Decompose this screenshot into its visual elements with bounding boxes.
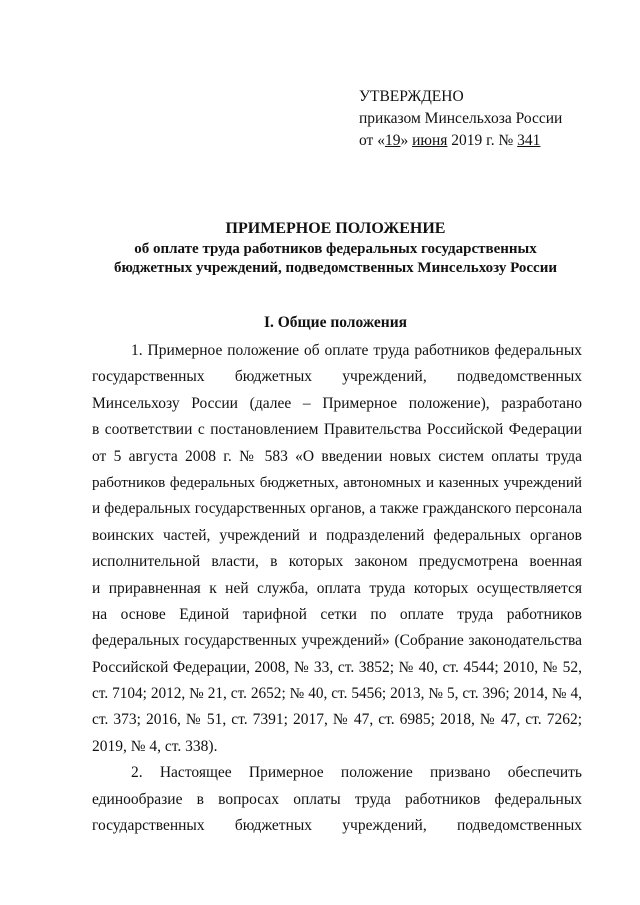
approval-number: 341 bbox=[517, 132, 541, 149]
paragraph-1-line: Минсельхозу России (далее – Примерное положение), разработано bbox=[92, 394, 582, 412]
approval-authority: приказом Минсельхоза России bbox=[359, 110, 563, 127]
paragraph-1-line: федеральных государственных учреждений» (Собрание законодательства bbox=[92, 632, 582, 650]
paragraph-1-line: в соответствии с постановлением Правительства Российской Федерации bbox=[92, 421, 582, 439]
paragraph-1-line: от 5 августа 2008 г. № 583 «О введении новых систем оплаты труда bbox=[92, 447, 582, 465]
title-main: ПРИМЕРНОЕ ПОЛОЖЕНИЕ bbox=[225, 220, 446, 237]
document-title bbox=[88, 218, 583, 278]
paragraph-1-line: ст. 373; 2016, № 51, ст. 7391; 2017, № 47, ст. 6985; 2018, № 47, ст. 7262; bbox=[92, 711, 582, 729]
body-text bbox=[92, 338, 582, 839]
paragraph-2-line: 2. Настоящее Примерное положение призвано обеспечить bbox=[131, 764, 582, 782]
title-subtitle-line-2: бюджетных учреждений, подведомственных Минсельхозу России bbox=[114, 260, 557, 276]
paragraph-1-line: ст. 7104; 2012, № 21, ст. 2652; № 40, ст. 5456; 2013, № 5, ст. 396; 2014, № 4, bbox=[92, 685, 582, 703]
approval-date-mid: » bbox=[400, 132, 413, 149]
paragraph-1-line: исполнительной власти, в которых законом предусмотрена военная bbox=[92, 553, 582, 571]
approval-heading: УТВЕРЖДЕНО bbox=[359, 88, 464, 105]
paragraph-1-line: 1. Примерное положение об оплате труда работников федеральных bbox=[131, 342, 582, 359]
paragraph-1-line: государственных бюджетных учреждений, подведомственных bbox=[92, 368, 582, 386]
approval-date-line bbox=[359, 130, 562, 152]
paragraph-1-line: и приравненная к ней служба, оплата труда которых осуществляется bbox=[92, 579, 582, 597]
paragraph-1-line: и федеральных государственных органов, а также гражданского персонала bbox=[92, 500, 582, 518]
paragraph-1-line: на основе Единой тарифной сетки по оплате труда работников bbox=[92, 605, 582, 623]
section-heading: I. Общие положения bbox=[263, 314, 408, 331]
paragraph-1-line: Российской Федерации, 2008, № 33, ст. 3852; № 40, ст. 4544; 2010, № 52, bbox=[92, 658, 582, 676]
approval-year: 2019 г. № bbox=[447, 132, 518, 149]
paragraph-1-line: работников федеральных бюджетных, автономных и казенных учреждений bbox=[92, 474, 582, 491]
paragraph-2-line: государственных бюджетных учреждений, подведомственных bbox=[92, 817, 582, 835]
approval-stamp bbox=[359, 86, 562, 152]
paragraph-2-line: единообразие в вопросах оплаты труда работников федеральных bbox=[92, 790, 582, 808]
paragraph-1-line: воинских частей, учреждений и подразделений федеральных органов bbox=[92, 526, 582, 544]
title-subtitle-line-1: об оплате труда работников федеральных государственных bbox=[134, 241, 537, 257]
approval-date-prefix: от « bbox=[359, 132, 385, 149]
approval-month: июня bbox=[412, 132, 448, 149]
paragraph-1-line: 2019, № 4, ст. 338). bbox=[92, 737, 218, 755]
approval-day: 19 bbox=[384, 132, 401, 149]
